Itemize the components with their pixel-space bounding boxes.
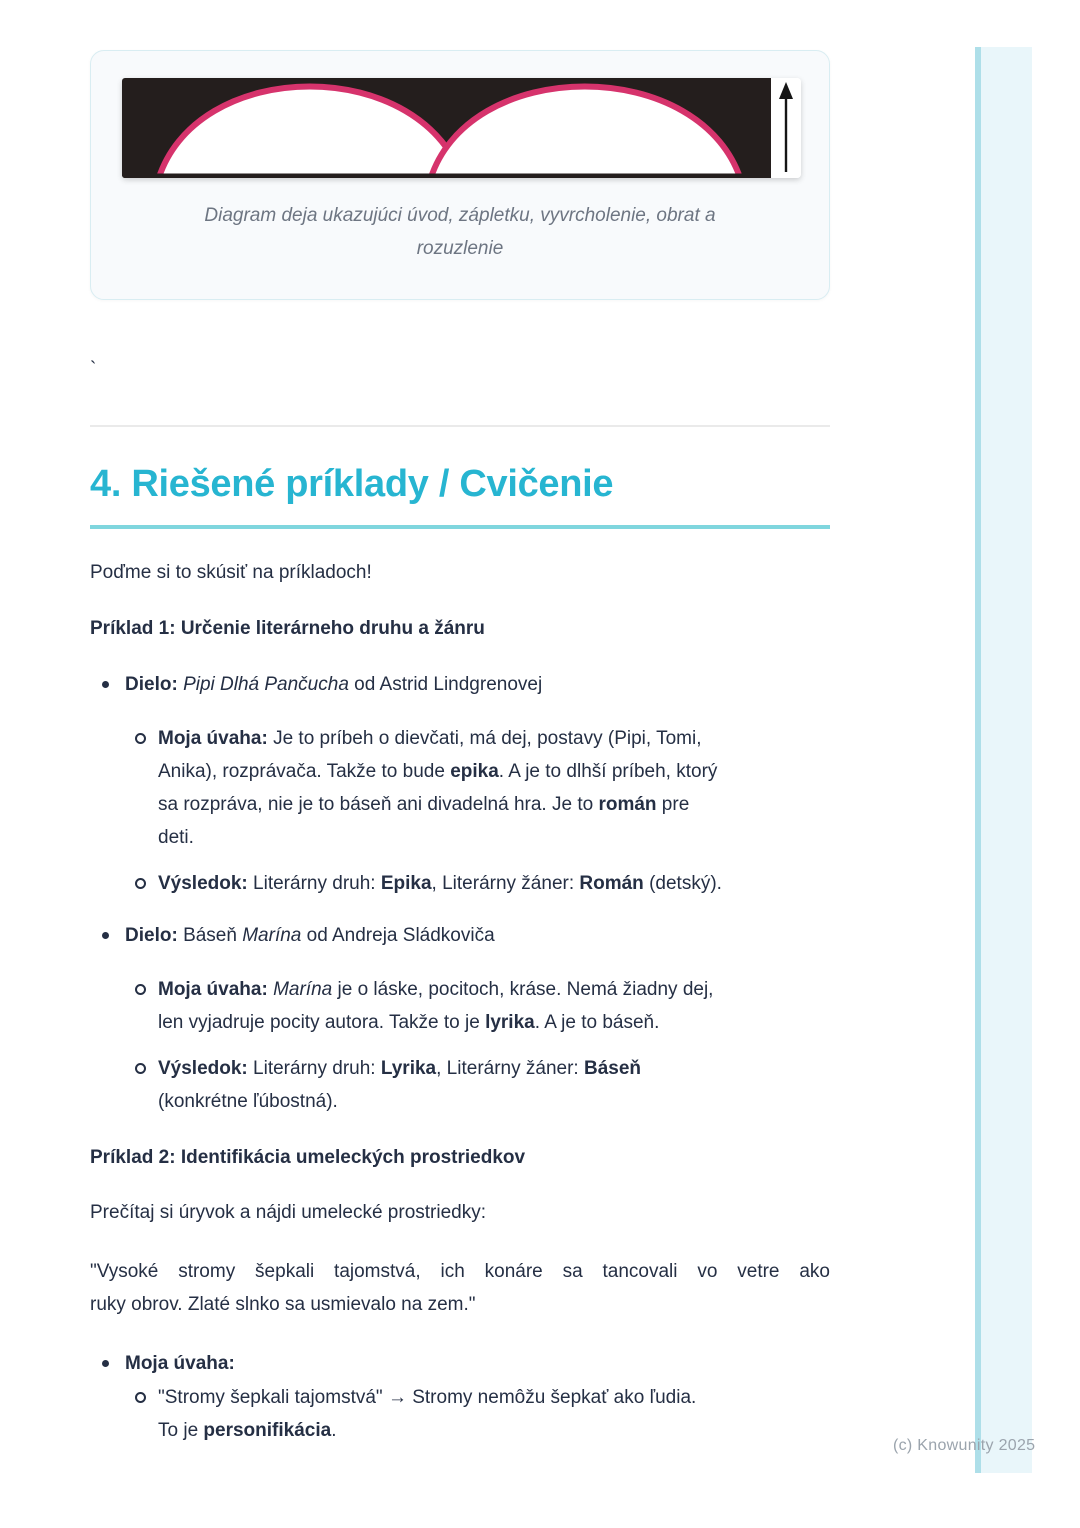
section-divider xyxy=(90,425,830,427)
sub-item-text: Moja úvaha: Je to príbeh o dievčati, má dej, postavy (Pipi, Tomi, Anika), rozprávača. Takže to bude epika. A je to dlhší príbeh, ktorý sa rozpráva, nie je to báseň ani divadelná hra. Je to román pre deti. xyxy=(158,728,718,848)
figure-caption: Diagram deja ukazujúci úvod, zápletku, vyvrcholenie, obrat a rozuzlenie xyxy=(204,205,716,259)
up-arrow-icon xyxy=(771,78,801,178)
sub-item-text: "Stromy šepkali tajomstvá" → Stromy nemôžu šepkať ako ľudia. To je personifikácia. xyxy=(158,1387,697,1441)
list-item-text: Dielo: Pipi Dlhá Pančucha od Astrid Lindgrenovej xyxy=(125,674,543,695)
sub-item-text: Moja úvaha: Marína je o láske, pocitoch, kráse. Nemá žiadny dej, len vyjadruje pocity autora. Takže to je lyrika. A je to báseň. xyxy=(158,979,714,1033)
copyright-footer: (c) Knowunity 2025 xyxy=(893,1437,1036,1454)
list-item-text: Moja úvaha: xyxy=(125,1353,235,1374)
sub-list xyxy=(125,973,830,1118)
list-item xyxy=(90,919,830,1118)
example1-title: Príklad 1: Určenie literárneho druhu a žánru xyxy=(90,618,485,639)
sub-list-item xyxy=(125,722,830,854)
sub-list xyxy=(125,722,830,900)
up-arrow-glyph xyxy=(778,82,794,174)
sub-list-item xyxy=(125,1381,830,1447)
quote-paragraph: "Vysoké stromy šepkali tajomstvá, ich konáre sa tancovali vo vetre ako ruky obrov. Zlaté slnko sa usmievalo na zem." xyxy=(90,1261,830,1315)
list-item-text: Dielo: Báseň Marína od Andreja Sládkoviča xyxy=(125,925,495,946)
sub-item-text: Výsledok: Literárny druh: Epika, Literárny žáner: Román (detský). xyxy=(158,873,722,894)
section-heading: 4. Riešené príklady / Cvičenie xyxy=(90,460,830,529)
sub-list xyxy=(125,1381,830,1447)
page-content xyxy=(90,0,830,1447)
sub-list-item xyxy=(125,1052,830,1118)
plot-arcs-graphic xyxy=(122,78,771,178)
story-arc-diagram xyxy=(122,78,771,178)
example2-title: Príklad 2: Identifikácia umeleckých prostriedkov xyxy=(90,1147,526,1168)
intro-paragraph: Poďme si to skúsiť na príkladoch! xyxy=(90,562,372,583)
sub-item-text: Výsledok: Literárny druh: Lyrika, Literárny žáner: Báseň (konkrétne ľúbostná). xyxy=(158,1058,641,1112)
story-arc-figure xyxy=(122,78,801,178)
stray-backtick: ` xyxy=(90,359,97,380)
list-item xyxy=(90,1347,830,1447)
decorative-side-bar xyxy=(975,47,1032,1473)
sub-list-item xyxy=(125,973,830,1039)
figure-card xyxy=(90,50,830,300)
example2-intro: Prečítaj si úryvok a nájdi umelecké prostriedky: xyxy=(90,1202,486,1223)
example2-list xyxy=(90,1347,830,1447)
sub-list-item xyxy=(125,867,830,900)
example1-list xyxy=(90,668,830,1118)
list-item xyxy=(90,668,830,900)
